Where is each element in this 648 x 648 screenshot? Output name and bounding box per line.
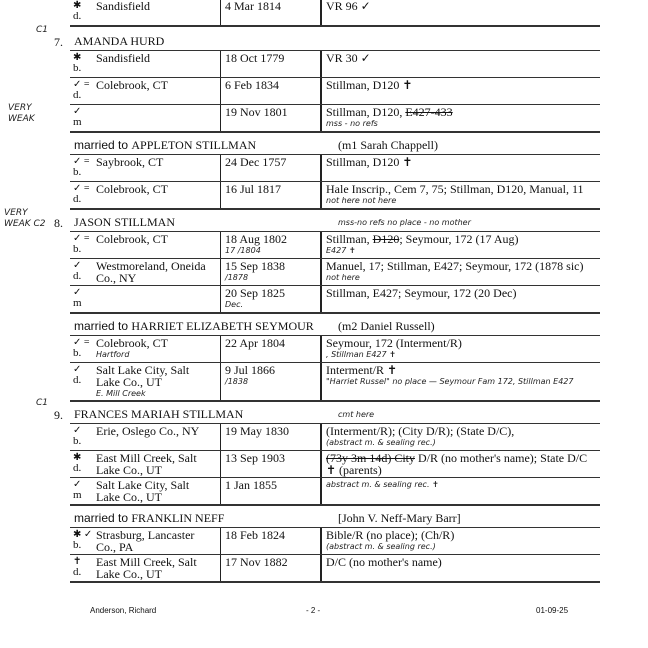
date-text: 13 Sep 1903 xyxy=(225,451,285,465)
margin-note-c1: C1 xyxy=(36,25,49,35)
check-mark-icon: ✓ xyxy=(73,287,82,298)
place-annotation: E. Mill Creek xyxy=(96,389,146,398)
event-table xyxy=(70,154,600,210)
source-cell xyxy=(320,232,600,258)
place-cell xyxy=(70,155,220,181)
married-to-label: married to xyxy=(74,511,129,525)
place-cell xyxy=(70,336,220,362)
date-text: 15 Sep 1838 xyxy=(225,259,285,273)
event-type xyxy=(73,0,93,22)
source-text-continued: ; Seymour, 172 (17 Aug) xyxy=(399,232,519,246)
place-text: Erie, Oslego Co., NY xyxy=(96,424,200,438)
event-type xyxy=(73,106,93,128)
event-row xyxy=(70,362,600,400)
date-cell xyxy=(220,424,320,450)
spouse-section xyxy=(70,510,600,583)
check-mark-icon: ✓ = xyxy=(73,183,90,194)
date-text: 9 Jul 1866 xyxy=(225,363,276,377)
date-text: 18 Oct 1779 xyxy=(225,51,285,65)
entry-number: 7. xyxy=(54,35,63,49)
place-cell xyxy=(70,0,220,25)
event-type xyxy=(73,79,93,101)
place-cell xyxy=(70,478,220,504)
event-row xyxy=(70,258,600,285)
event-type xyxy=(73,364,93,386)
event-label: b. xyxy=(73,435,82,447)
place-cell xyxy=(70,105,220,131)
event-type xyxy=(73,425,93,447)
spouse-name: APPLETON STILLMAN xyxy=(131,138,257,152)
check-mark-icon: ✓ xyxy=(73,260,82,271)
place-text: Saybrook, CT xyxy=(96,155,164,169)
spouse-heading xyxy=(74,511,224,525)
check-mark-icon: ✝ xyxy=(73,556,82,567)
event-row xyxy=(70,285,600,312)
event-label: b. xyxy=(73,62,82,74)
event-label: d. xyxy=(73,10,82,22)
event-label: b. xyxy=(73,243,82,255)
source-text: VR 96 ✓ xyxy=(326,0,371,13)
check-mark-icon: ✓ = xyxy=(73,337,90,348)
check-mark-icon: ✱ xyxy=(73,452,82,463)
section-heading xyxy=(74,511,330,526)
source-cell xyxy=(320,451,600,477)
section-heading xyxy=(74,319,330,334)
event-table xyxy=(70,527,600,583)
event-type xyxy=(73,452,93,474)
date-text: 4 Mar 1814 xyxy=(225,0,281,13)
date-cell xyxy=(220,155,320,181)
source-annotation: "Harriet Russel" no place — Seymour Fam 172, Stillman E427 xyxy=(326,377,574,386)
section-header xyxy=(54,214,600,231)
source-annotation: (abstract m. & sealing rec.) xyxy=(326,542,436,551)
source-annotation: abstract m. & sealing rec. ✝ xyxy=(326,480,439,489)
document-body xyxy=(4,0,600,583)
event-row xyxy=(70,335,600,362)
source-text: Stillman, D120, xyxy=(326,105,406,119)
spouse-name: FRANKLIN NEFF xyxy=(131,511,225,525)
margin-note-c1: C1 xyxy=(36,398,49,408)
footer-author: Anderson, Richard xyxy=(90,606,157,615)
source-text: Seymour, 172 (Interment/R) xyxy=(326,336,462,350)
date-text: 24 Dec 1757 xyxy=(225,155,287,169)
source-cell xyxy=(320,528,600,554)
source-cell xyxy=(320,478,600,504)
date-text: 6 Feb 1834 xyxy=(225,78,279,92)
record-section xyxy=(70,0,600,27)
place-cell xyxy=(70,232,220,258)
check-mark-icon: ✱ xyxy=(73,0,82,11)
section-header xyxy=(54,33,600,50)
header-note: cmt here xyxy=(338,410,375,419)
event-row xyxy=(70,104,600,131)
spouse-heading xyxy=(74,138,256,152)
event-row xyxy=(70,154,600,181)
place-cell xyxy=(70,528,220,554)
event-row xyxy=(70,50,600,77)
date-text: 19 May 1830 xyxy=(225,424,289,438)
event-row xyxy=(70,181,600,208)
place-cell xyxy=(70,51,220,77)
date-text: 22 Apr 1804 xyxy=(225,336,285,350)
source-cell xyxy=(320,363,600,400)
place-text: Colebrook, CT xyxy=(96,336,168,350)
source-text: Hale Inscrip., Cem 7, 75; Stillman, D120, Manual, 11 xyxy=(326,182,584,196)
event-type xyxy=(73,260,93,282)
section-heading xyxy=(74,215,330,230)
source-text: Interment/R ✝ xyxy=(326,363,398,377)
event-label: m xyxy=(73,489,82,501)
spouse-name: HARRIET ELIZABETH SEYMOUR xyxy=(131,319,314,333)
date-text: 20 Sep 1825 xyxy=(225,286,285,300)
source-text: Stillman, D120 ✝ xyxy=(326,155,413,169)
place-cell xyxy=(70,451,220,477)
section-header xyxy=(54,406,600,423)
check-mark-icon: ✓ = xyxy=(73,79,90,90)
place-text: Salt Lake City, Salt Lake Co., UT xyxy=(96,363,190,389)
place-annotation: Hartford xyxy=(96,350,130,359)
footer-date: 01-09-25 xyxy=(536,606,569,615)
spouse-section xyxy=(70,137,600,210)
date-annotation: /1878 xyxy=(225,273,249,282)
date-text: 16 Jul 1817 xyxy=(225,182,282,196)
event-label: d. xyxy=(73,566,82,578)
source-annotation: (abstract m. & sealing rec.) xyxy=(326,438,436,447)
source-cell xyxy=(320,259,600,285)
place-cell xyxy=(70,182,220,208)
person-name: FRANCES MARIAH STILLMAN xyxy=(74,407,244,421)
place-cell xyxy=(70,286,220,312)
source-text: Stillman, D120 ✝ xyxy=(326,78,413,92)
source-annotation: E427 ✝ xyxy=(326,246,356,255)
date-cell xyxy=(220,363,320,400)
place-text: Sandisfield xyxy=(96,0,150,13)
source-cell xyxy=(320,286,600,312)
married-to-label: married to xyxy=(74,138,129,152)
check-mark-icon: ✱ ✓ xyxy=(73,529,93,540)
date-text: 1 Jan 1855 xyxy=(225,478,277,492)
place-cell xyxy=(70,424,220,450)
event-type xyxy=(73,52,93,74)
header-note: [John V. Neff-Mary Barr] xyxy=(338,511,461,525)
place-text: East Mill Creek, Salt Lake Co., UT xyxy=(96,555,197,581)
source-annotation: not here not here xyxy=(326,196,397,205)
event-row xyxy=(70,554,600,581)
date-annotation: 17 /1804 xyxy=(225,246,261,255)
check-mark-icon: ✓ xyxy=(73,364,82,375)
place-text: Colebrook, CT xyxy=(96,182,168,196)
event-label: d. xyxy=(73,193,82,205)
event-label: m xyxy=(73,297,82,309)
event-label: b. xyxy=(73,347,82,359)
event-label: d. xyxy=(73,374,82,386)
date-cell xyxy=(220,105,320,131)
place-text: East Mill Creek, Salt Lake Co., UT xyxy=(96,451,197,477)
date-cell xyxy=(220,232,320,258)
event-label: b. xyxy=(73,539,82,551)
check-mark-icon: ✱ xyxy=(73,52,82,63)
event-row xyxy=(70,527,600,554)
married-to-label: married to xyxy=(74,319,129,333)
source-text: Bible/R (no place); (Ch/R) xyxy=(326,528,455,542)
spouse-heading xyxy=(74,319,314,333)
section-heading xyxy=(74,34,330,49)
event-label: d. xyxy=(73,89,82,101)
date-cell xyxy=(220,78,320,104)
person-section xyxy=(4,208,600,314)
source-text: (Interment/R); (City D/R); (State D/C), xyxy=(326,424,515,438)
source-text: D/C (no mother's name) xyxy=(326,555,442,569)
date-cell xyxy=(220,451,320,477)
struck-source-text: E427-433 xyxy=(405,105,453,119)
event-label: d. xyxy=(73,270,82,282)
place-cell xyxy=(70,78,220,104)
source-text: Stillman, xyxy=(326,232,373,246)
header-note: (m2 Daniel Russell) xyxy=(338,319,435,333)
event-type xyxy=(73,556,93,578)
source-annotation: not here xyxy=(326,273,360,282)
date-annotation: /1838 xyxy=(225,377,249,386)
section-heading xyxy=(74,407,330,422)
date-cell xyxy=(220,478,320,504)
event-type xyxy=(73,337,93,359)
date-text: 17 Nov 1882 xyxy=(225,555,288,569)
place-cell xyxy=(70,363,220,400)
event-table xyxy=(70,423,600,506)
date-cell xyxy=(220,336,320,362)
check-mark-icon: ✓ = xyxy=(73,233,90,244)
date-cell xyxy=(220,182,320,208)
event-type xyxy=(73,529,93,551)
event-type xyxy=(73,183,93,205)
section-header xyxy=(70,137,600,154)
place-text: Colebrook, CT xyxy=(96,78,168,92)
person-name: AMANDA HURD xyxy=(74,34,165,48)
date-text: 18 Feb 1824 xyxy=(225,528,285,542)
source-text: VR 30 ✓ xyxy=(326,51,371,65)
spouse-section xyxy=(70,318,600,402)
source-cell xyxy=(320,182,600,208)
date-text: 18 Aug 1802 xyxy=(225,232,288,246)
date-cell xyxy=(220,528,320,554)
source-cell xyxy=(320,51,600,77)
place-cell xyxy=(70,259,220,285)
footer-page-number: - 2 - xyxy=(306,606,321,615)
entry-number: 8. xyxy=(54,216,63,230)
date-cell xyxy=(220,555,320,581)
section-header xyxy=(70,510,600,527)
event-table xyxy=(70,50,600,133)
event-row xyxy=(70,231,600,258)
check-mark-icon: ✓ xyxy=(73,106,82,117)
source-cell xyxy=(320,424,600,450)
check-mark-icon: ✓ xyxy=(73,479,82,490)
source-cell xyxy=(320,78,600,104)
event-row xyxy=(70,450,600,477)
event-table xyxy=(70,335,600,402)
date-cell xyxy=(220,259,320,285)
check-mark-icon: ✓ xyxy=(73,425,82,436)
person-name: JASON STILLMAN xyxy=(74,215,176,229)
person-section xyxy=(8,25,600,133)
event-table xyxy=(70,0,600,27)
event-type xyxy=(73,287,93,309)
event-type xyxy=(73,156,93,178)
date-annotation: Dec. xyxy=(225,300,244,309)
source-text: Manuel, 17; Stillman, E427; Seymour, 172 (1878 sic) xyxy=(326,259,584,273)
date-cell xyxy=(220,51,320,77)
event-label: b. xyxy=(73,166,82,178)
section-header xyxy=(70,318,600,335)
header-note: mss-no refs no place - no mother xyxy=(338,218,471,227)
source-annotation: , Stillman E427 ✝ xyxy=(326,350,396,359)
event-label: m xyxy=(73,116,82,128)
struck-source-text: (73y 3m 14d) City xyxy=(326,451,415,465)
source-cell xyxy=(320,0,600,25)
place-cell xyxy=(70,555,220,581)
check-mark-icon: ✓ = xyxy=(73,156,90,167)
source-text-continued: D/R (no mother's name); State D/C ✝ (parents) xyxy=(326,451,588,477)
struck-source-text: D120 xyxy=(372,232,400,246)
event-table xyxy=(70,231,600,314)
place-text: Westmoreland, Oneida Co., NY xyxy=(96,259,206,285)
source-cell xyxy=(320,155,600,181)
source-cell xyxy=(320,105,600,131)
event-label: d. xyxy=(73,462,82,474)
event-type xyxy=(73,479,93,501)
place-text: Colebrook, CT xyxy=(96,232,168,246)
entry-number: 9. xyxy=(54,408,63,422)
person-section xyxy=(36,398,600,506)
event-row xyxy=(70,0,600,25)
date-text: 19 Nov 1801 xyxy=(225,105,288,119)
header-note: (m1 Sarah Chappell) xyxy=(338,138,438,152)
place-text: Strasburg, Lancaster Co., PA xyxy=(96,528,195,554)
event-row xyxy=(70,423,600,450)
source-cell xyxy=(320,555,600,581)
event-row xyxy=(70,477,600,504)
place-text: Salt Lake City, Salt Lake Co., UT xyxy=(96,478,190,504)
place-text: Sandisfield xyxy=(96,51,150,65)
event-row xyxy=(70,77,600,104)
date-cell xyxy=(220,0,320,25)
section-heading xyxy=(74,138,330,153)
source-text: Stillman, E427; Seymour, 172 (20 Dec) xyxy=(326,286,517,300)
margin-note-very-weak-c2: VERY WEAK C2 xyxy=(4,208,46,229)
margin-note-very-weak: VERY WEAK xyxy=(8,103,35,124)
date-cell xyxy=(220,286,320,312)
source-annotation: mss - no refs xyxy=(326,119,378,128)
event-type xyxy=(73,233,93,255)
source-cell xyxy=(320,336,600,362)
